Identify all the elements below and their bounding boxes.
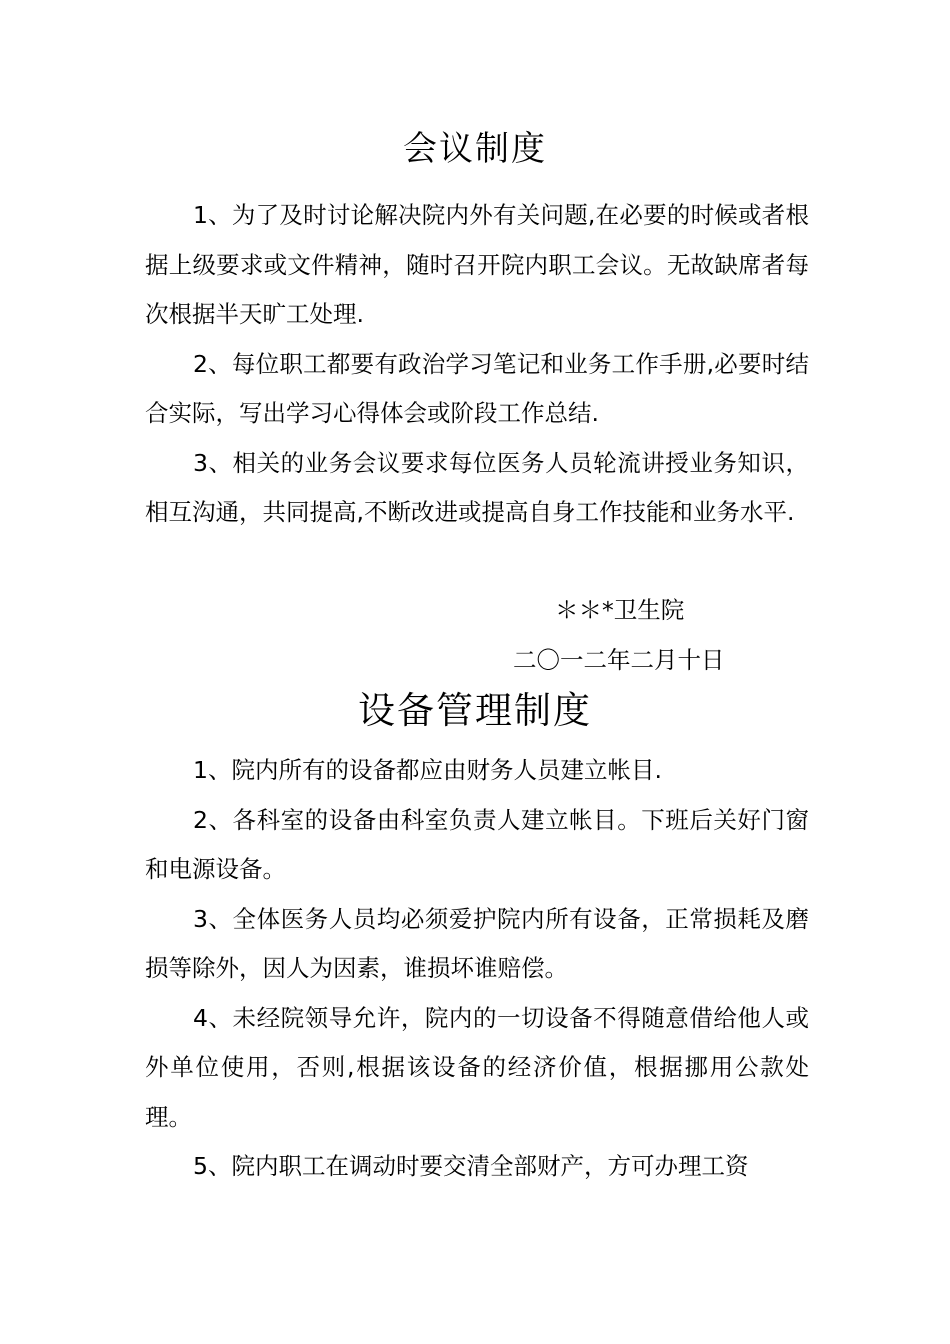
equipment-policy-item-1: 1、院内所有的设备都应由财务人员建立帐目.	[193, 756, 662, 784]
meeting-policy-item-1: 1、为了及时讨论解决院内外有关问题,在必要的时候或者根据上级要求或文件精神，随时召开院内职工会议。无故缺席者每次根据半天旷工处理.	[145, 201, 809, 328]
meeting-policy-body	[145, 191, 809, 538]
equipment-policy-body	[145, 746, 809, 1192]
equipment-policy-item-3: 3、全体医务人员均必须爱护院内所有设备，正常损耗及磨损等除外，因人为因素，谁损坏谁赔偿。	[145, 904, 809, 982]
equipment-policy-item-4: 4、未经院领导允许，院内的一切设备不得随意借给他人或外单位使用，否则,根据该设备的经济价值，根据挪用公款处理。	[145, 1003, 809, 1131]
meeting-policy-title: 会议制度	[403, 129, 547, 169]
meeting-policy-item-2: 2、每位职工都要有政治学习笔记和业务工作手册,必要时结合实际，写出学习心得体会或阶段工作总结.	[145, 349, 809, 427]
signature-date: 二〇一二年二月十日	[513, 646, 725, 674]
equipment-policy-title: 设备管理制度	[358, 689, 592, 732]
meeting-policy-item-3: 3、相关的业务会议要求每位医务人员轮流讲授业务知识，相互沟通，共同提高,不断改进或提高自身工作技能和业务水平.	[145, 448, 809, 526]
equipment-policy-item-5: 5、院内职工在调动时要交清全部财产，方可办理工资	[193, 1152, 749, 1180]
equipment-policy-item-2: 2、各科室的设备由科室负责人建立帐目。下班后关好门窗和电源设备。	[145, 805, 809, 883]
signature-organization: ＊＊*卫生院	[555, 596, 685, 624]
